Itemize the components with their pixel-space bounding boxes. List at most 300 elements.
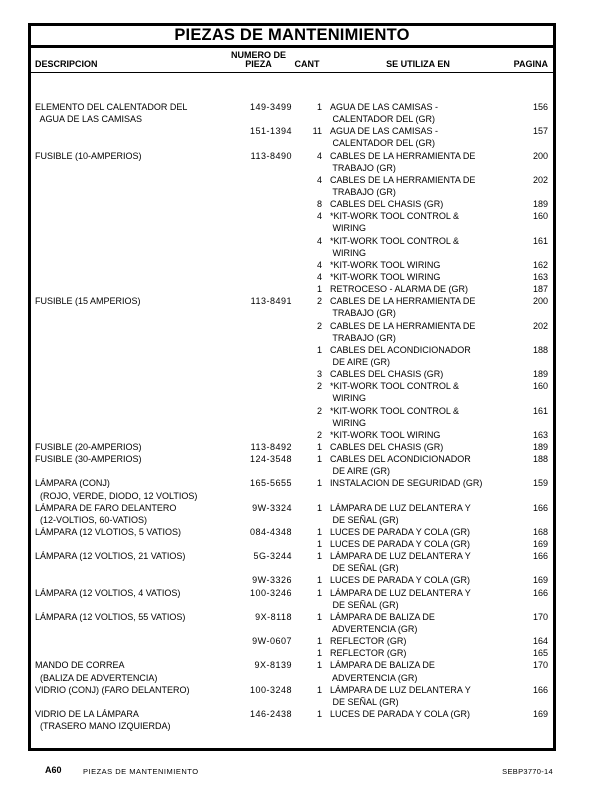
cell-cant: 1 bbox=[316, 526, 322, 537]
cell-cant bbox=[292, 392, 322, 404]
cell-numero-de-pieza bbox=[225, 235, 292, 247]
cell-se-utiliza-en: LUCES DE PARADA Y COLA (GR) bbox=[330, 526, 471, 537]
table-header bbox=[31, 48, 553, 73]
table-row bbox=[31, 392, 553, 404]
cell-descripcion: (BALIZA DE ADVERTENCIA) bbox=[35, 672, 158, 683]
cell-se-utiliza-en: *KIT-WORK TOOL CONTROL & bbox=[330, 211, 460, 222]
cell-se-utiliza-en bbox=[330, 720, 506, 732]
cell-pagina: 170 bbox=[532, 611, 548, 622]
table-row bbox=[31, 125, 553, 137]
cell-descripcion: ELEMENTO DEL CALENTADOR DEL bbox=[35, 102, 188, 112]
cell-numero-de-pieza bbox=[225, 405, 292, 417]
cell-pagina bbox=[506, 356, 548, 368]
cell-descripcion bbox=[31, 647, 225, 659]
cell-pagina: 162 bbox=[532, 259, 548, 270]
cell-se-utiliza-en: REFLECTOR (GR) bbox=[330, 636, 407, 647]
cell-numero-de-pieza bbox=[225, 332, 292, 344]
table-row bbox=[31, 550, 553, 562]
cell-cant bbox=[292, 247, 322, 259]
cell-se-utiliza-en: WIRING bbox=[330, 417, 366, 428]
footer-doc-title: PIEZAS DE MANTENIMIENTO bbox=[83, 766, 199, 776]
table-row bbox=[31, 441, 553, 453]
cell-se-utiliza-en: TRABAJO (GR) bbox=[330, 186, 396, 197]
cell-descripcion bbox=[31, 344, 225, 356]
cell-descripcion: (12-VOLTIOS, 60-VATIOS) bbox=[35, 514, 148, 525]
table-row bbox=[31, 332, 553, 344]
cell-numero-de-pieza bbox=[225, 538, 292, 550]
cell-cant bbox=[292, 696, 322, 708]
cell-numero-de-pieza bbox=[225, 307, 292, 319]
cell-se-utiliza-en: CABLES DEL ACONDICIONADOR bbox=[330, 454, 471, 465]
cell-pagina: 188 bbox=[532, 344, 548, 355]
cell-cant: 1 bbox=[316, 611, 322, 622]
cell-pagina bbox=[506, 417, 548, 429]
cell-se-utiliza-en: AGUA DE LAS CAMISAS - bbox=[330, 102, 439, 112]
cell-numero-de-pieza: 084-4348 bbox=[249, 526, 292, 537]
cell-pagina bbox=[506, 514, 548, 526]
cell-cant bbox=[292, 222, 322, 234]
cell-cant: 4 bbox=[316, 271, 322, 282]
cell-descripcion bbox=[31, 623, 225, 635]
cell-numero-de-pieza: 113-8490 bbox=[250, 150, 292, 161]
cell-cant: 4 bbox=[316, 150, 322, 161]
cell-cant: 1 bbox=[316, 454, 322, 465]
cell-numero-de-pieza bbox=[225, 113, 292, 125]
table-row bbox=[31, 101, 553, 113]
cell-numero-de-pieza bbox=[225, 186, 292, 198]
cell-descripcion bbox=[31, 186, 225, 198]
cell-pagina bbox=[506, 186, 548, 198]
cell-descripcion: VIDRIO DE LA LÁMPARA bbox=[35, 709, 139, 720]
cell-pagina: 202 bbox=[532, 320, 548, 331]
cell-cant bbox=[292, 514, 322, 526]
cell-cant: 2 bbox=[316, 320, 322, 331]
cell-pagina bbox=[506, 307, 548, 319]
table-row bbox=[31, 235, 553, 247]
cell-descripcion bbox=[31, 210, 225, 222]
cell-pagina bbox=[506, 162, 548, 174]
page-title: PIEZAS DE MANTENIMIENTO bbox=[174, 26, 410, 44]
footer-doc-number: SEBP3770-14 bbox=[502, 766, 553, 776]
cell-se-utiliza-en: TRABAJO (GR) bbox=[330, 162, 396, 173]
cell-pagina bbox=[506, 562, 548, 574]
cell-pagina: 156 bbox=[532, 102, 548, 112]
cell-se-utiliza-en: *KIT-WORK TOOL CONTROL & bbox=[330, 381, 460, 392]
cell-cant: 1 bbox=[316, 551, 322, 562]
cell-cant bbox=[292, 137, 322, 149]
cell-numero-de-pieza: 165-5655 bbox=[249, 478, 292, 489]
table-row bbox=[31, 137, 553, 149]
table-body bbox=[31, 73, 553, 732]
cell-se-utiliza-en: *KIT-WORK TOOL CONTROL & bbox=[330, 235, 460, 246]
table-row bbox=[31, 307, 553, 319]
cell-descripcion: LÁMPARA (12 VOLTIOS, 21 VATIOS) bbox=[35, 551, 186, 562]
cell-cant bbox=[292, 490, 322, 502]
cell-pagina: 166 bbox=[532, 684, 548, 695]
table-row bbox=[31, 429, 553, 441]
table-row bbox=[31, 684, 553, 696]
cell-pagina: 160 bbox=[532, 211, 548, 222]
cell-cant: 1 bbox=[316, 648, 322, 659]
cell-descripcion: LÁMPARA (CONJ) bbox=[35, 478, 110, 489]
cell-pagina: 200 bbox=[532, 150, 548, 161]
cell-descripcion bbox=[31, 137, 225, 149]
cell-cant: 1 bbox=[316, 441, 322, 452]
cell-se-utiliza-en: RETROCESO - ALARMA DE (GR) bbox=[330, 284, 469, 295]
cell-descripcion bbox=[31, 222, 225, 234]
cell-se-utiliza-en: AGUA DE LAS CAMISAS - bbox=[330, 126, 439, 137]
title-band bbox=[31, 26, 553, 48]
cell-se-utiliza-en: CALENTADOR DEL (GR) bbox=[330, 114, 436, 125]
cell-se-utiliza-en: LÁMPARA DE LUZ DELANTERA Y bbox=[330, 587, 471, 598]
cell-se-utiliza-en: LUCES DE PARADA Y COLA (GR) bbox=[330, 575, 471, 586]
footer-page-code: A60 bbox=[45, 765, 62, 775]
cell-cant bbox=[292, 720, 322, 732]
column-header-numero-de: NUMERO DE bbox=[230, 50, 286, 60]
table-row bbox=[31, 453, 553, 465]
cell-numero-de-pieza bbox=[225, 368, 292, 380]
cell-se-utiliza-en: CABLES DEL ACONDICIONADOR bbox=[330, 344, 471, 355]
cell-cant bbox=[292, 562, 322, 574]
cell-se-utiliza-en: INSTALACION DE SEGURIDAD (GR) bbox=[330, 478, 483, 489]
cell-cant: 2 bbox=[316, 381, 322, 392]
cell-descripcion bbox=[31, 271, 225, 283]
cell-se-utiliza-en: *KIT-WORK TOOL WIRING bbox=[330, 259, 441, 270]
cell-numero-de-pieza: 5G-3244 bbox=[253, 551, 292, 562]
cell-pagina: 161 bbox=[532, 235, 548, 246]
cell-se-utiliza-en: REFLECTOR (GR) bbox=[330, 648, 407, 659]
cell-numero-de-pieza bbox=[225, 174, 292, 186]
cell-cant: 1 bbox=[316, 284, 322, 295]
cell-numero-de-pieza bbox=[225, 344, 292, 356]
cell-pagina: 169 bbox=[532, 575, 548, 586]
cell-descripcion bbox=[31, 125, 225, 137]
table-row bbox=[31, 283, 553, 295]
cell-numero-de-pieza bbox=[225, 356, 292, 368]
cell-se-utiliza-en: DE SEÑAL (GR) bbox=[330, 696, 399, 707]
cell-pagina bbox=[506, 392, 548, 404]
cell-cant: 1 bbox=[316, 684, 322, 695]
cell-numero-de-pieza bbox=[225, 623, 292, 635]
table-row bbox=[31, 417, 553, 429]
cell-numero-de-pieza: 9X-8118 bbox=[255, 611, 292, 622]
cell-numero-de-pieza bbox=[225, 429, 292, 441]
cell-numero-de-pieza bbox=[225, 720, 292, 732]
cell-se-utiliza-en: CABLES DE LA HERRAMIENTA DE bbox=[330, 174, 476, 185]
table-row bbox=[31, 708, 553, 720]
cell-numero-de-pieza bbox=[225, 259, 292, 271]
cell-se-utiliza-en bbox=[330, 490, 506, 502]
table-row bbox=[31, 477, 553, 489]
cell-cant: 8 bbox=[316, 199, 322, 210]
cell-numero-de-pieza: 9W-3324 bbox=[252, 502, 292, 513]
cell-cant: 1 bbox=[316, 539, 322, 550]
cell-cant bbox=[292, 113, 322, 125]
cell-se-utiliza-en: *KIT-WORK TOOL WIRING bbox=[330, 271, 441, 282]
cell-se-utiliza-en: ADVERTENCIA (GR) bbox=[330, 672, 418, 683]
cell-pagina: 163 bbox=[532, 429, 548, 440]
cell-descripcion: LÁMPARA DE FARO DELANTERO bbox=[35, 502, 177, 513]
table-row bbox=[31, 368, 553, 380]
table-row bbox=[31, 162, 553, 174]
cell-descripcion bbox=[31, 405, 225, 417]
cell-se-utiliza-en: LÁMPARA DE LUZ DELANTERA Y bbox=[330, 551, 471, 562]
column-header-cant: CANT bbox=[294, 59, 320, 69]
cell-descripcion bbox=[31, 307, 225, 319]
cell-numero-de-pieza: 9W-0607 bbox=[252, 636, 292, 647]
cell-numero-de-pieza bbox=[225, 672, 292, 684]
cell-cant bbox=[292, 623, 322, 635]
cell-se-utiliza-en: LUCES DE PARADA Y COLA (GR) bbox=[330, 709, 471, 720]
cell-se-utiliza-en: ADVERTENCIA (GR) bbox=[330, 624, 418, 635]
cell-pagina: 166 bbox=[532, 551, 548, 562]
table-row bbox=[31, 247, 553, 259]
table-row bbox=[31, 574, 553, 586]
cell-pagina: 159 bbox=[532, 478, 548, 489]
table-row bbox=[31, 623, 553, 635]
cell-cant: 2 bbox=[316, 296, 322, 307]
column-header-se-utiliza-en: SE UTILIZA EN bbox=[386, 59, 450, 69]
cell-pagina bbox=[506, 599, 548, 611]
cell-cant: 1 bbox=[316, 660, 322, 671]
cell-cant: 11 bbox=[312, 126, 322, 137]
cell-se-utiliza-en: CABLES DE LA HERRAMIENTA DE bbox=[330, 296, 476, 307]
cell-se-utiliza-en: LUCES DE PARADA Y COLA (GR) bbox=[330, 539, 471, 550]
cell-cant bbox=[292, 186, 322, 198]
cell-pagina: 160 bbox=[532, 381, 548, 392]
cell-descripcion: FUSIBLE (30-AMPERIOS) bbox=[35, 454, 142, 465]
cell-descripcion bbox=[31, 259, 225, 271]
cell-pagina bbox=[506, 247, 548, 259]
cell-cant bbox=[292, 672, 322, 684]
table-row bbox=[31, 672, 553, 684]
cell-cant bbox=[292, 417, 322, 429]
cell-pagina bbox=[506, 465, 548, 477]
cell-se-utiliza-en: LÁMPARA DE BALIZA DE bbox=[330, 611, 435, 622]
cell-numero-de-pieza bbox=[225, 162, 292, 174]
cell-pagina: 187 bbox=[532, 284, 548, 295]
table-row bbox=[31, 647, 553, 659]
cell-cant bbox=[292, 599, 322, 611]
cell-numero-de-pieza bbox=[225, 283, 292, 295]
table-row bbox=[31, 526, 553, 538]
cell-descripcion bbox=[31, 417, 225, 429]
cell-pagina bbox=[506, 332, 548, 344]
cell-pagina bbox=[506, 490, 548, 502]
cell-descripcion bbox=[31, 465, 225, 477]
table-row bbox=[31, 696, 553, 708]
cell-descripcion: (ROJO, VERDE, DIODO, 12 VOLTIOS) bbox=[35, 490, 198, 501]
table-row bbox=[31, 635, 553, 647]
cell-pagina: 169 bbox=[532, 539, 548, 550]
cell-descripcion bbox=[31, 429, 225, 441]
table-row bbox=[31, 356, 553, 368]
cell-pagina: 168 bbox=[532, 526, 548, 537]
cell-numero-de-pieza bbox=[225, 380, 292, 392]
cell-numero-de-pieza bbox=[225, 271, 292, 283]
cell-se-utiliza-en: TRABAJO (GR) bbox=[330, 308, 396, 319]
cell-numero-de-pieza: 151-1394 bbox=[249, 126, 292, 137]
cell-cant: 1 bbox=[316, 636, 322, 647]
cell-numero-de-pieza bbox=[225, 247, 292, 259]
cell-numero-de-pieza: 149-3499 bbox=[249, 102, 292, 112]
cell-se-utiliza-en: CABLES DE LA HERRAMIENTA DE bbox=[330, 150, 476, 161]
parts-table-frame bbox=[28, 23, 556, 751]
table-row bbox=[31, 259, 553, 271]
cell-cant: 1 bbox=[316, 709, 322, 720]
cell-numero-de-pieza bbox=[225, 137, 292, 149]
cell-numero-de-pieza: 9X-8139 bbox=[254, 660, 292, 671]
cell-pagina: 165 bbox=[532, 648, 548, 659]
cell-descripcion: FUSIBLE (15 AMPERIOS) bbox=[35, 296, 141, 307]
cell-descripcion bbox=[31, 562, 225, 574]
cell-se-utiliza-en: DE SEÑAL (GR) bbox=[330, 599, 399, 610]
cell-cant: 1 bbox=[316, 575, 322, 586]
table-row bbox=[31, 720, 553, 732]
cell-se-utiliza-en: *KIT-WORK TOOL WIRING bbox=[330, 429, 441, 440]
table-row bbox=[31, 174, 553, 186]
cell-cant bbox=[292, 332, 322, 344]
cell-se-utiliza-en: LÁMPARA DE LUZ DELANTERA Y bbox=[330, 684, 471, 695]
cell-cant: 4 bbox=[316, 174, 322, 185]
cell-pagina: 170 bbox=[532, 660, 548, 671]
cell-descripcion bbox=[31, 635, 225, 647]
table-row bbox=[31, 271, 553, 283]
cell-pagina bbox=[506, 672, 548, 684]
cell-se-utiliza-en: DE SEÑAL (GR) bbox=[330, 514, 399, 525]
cell-cant: 4 bbox=[316, 235, 322, 246]
cell-pagina: 157 bbox=[532, 126, 548, 137]
cell-cant bbox=[292, 307, 322, 319]
table-row bbox=[31, 659, 553, 671]
cell-numero-de-pieza bbox=[225, 696, 292, 708]
cell-pagina: 189 bbox=[532, 199, 548, 210]
cell-descripcion: (TRASERO MANO IZQUIERDA) bbox=[35, 721, 171, 732]
cell-numero-de-pieza bbox=[225, 210, 292, 222]
cell-se-utiliza-en: CABLES DE LA HERRAMIENTA DE bbox=[330, 320, 476, 331]
cell-cant bbox=[292, 465, 322, 477]
cell-se-utiliza-en: WIRING bbox=[330, 247, 366, 258]
table-row bbox=[31, 611, 553, 623]
cell-pagina: 161 bbox=[532, 405, 548, 416]
cell-descripcion bbox=[31, 247, 225, 259]
column-header-pieza: PIEZA bbox=[245, 59, 272, 69]
table-row bbox=[31, 599, 553, 611]
column-header-pagina: PAGINA bbox=[513, 59, 548, 69]
table-row bbox=[31, 380, 553, 392]
cell-numero-de-pieza: 113-8492 bbox=[250, 441, 292, 452]
cell-descripcion: AGUA DE LAS CAMISAS bbox=[35, 114, 143, 125]
table-row bbox=[31, 210, 553, 222]
cell-numero-de-pieza: 113-8491 bbox=[250, 296, 292, 307]
cell-pagina: 166 bbox=[532, 587, 548, 598]
cell-descripcion bbox=[31, 174, 225, 186]
cell-se-utiliza-en: CABLES DEL CHASIS (GR) bbox=[330, 441, 444, 452]
cell-descripcion bbox=[31, 368, 225, 380]
table-row bbox=[31, 562, 553, 574]
cell-descripcion: FUSIBLE (20-AMPERIOS) bbox=[35, 441, 142, 452]
cell-numero-de-pieza bbox=[225, 417, 292, 429]
cell-numero-de-pieza: 146-2438 bbox=[249, 709, 292, 720]
cell-pagina bbox=[506, 222, 548, 234]
cell-se-utiliza-en: *KIT-WORK TOOL CONTROL & bbox=[330, 405, 460, 416]
cell-se-utiliza-en: CABLES DEL CHASIS (GR) bbox=[330, 369, 444, 380]
cell-descripcion bbox=[31, 380, 225, 392]
table-row bbox=[31, 514, 553, 526]
cell-descripcion bbox=[31, 162, 225, 174]
cell-pagina bbox=[506, 113, 548, 125]
cell-cant: 1 bbox=[316, 587, 322, 598]
cell-cant: 1 bbox=[316, 478, 322, 489]
cell-descripcion: VIDRIO (CONJ) (FARO DELANTERO) bbox=[35, 684, 190, 695]
cell-descripcion bbox=[31, 320, 225, 332]
cell-numero-de-pieza bbox=[225, 198, 292, 210]
cell-pagina: 164 bbox=[532, 636, 548, 647]
cell-cant: 4 bbox=[316, 259, 322, 270]
table-row bbox=[31, 587, 553, 599]
table-row bbox=[31, 113, 553, 125]
cell-numero-de-pieza: 124-3548 bbox=[249, 454, 292, 465]
table-row bbox=[31, 465, 553, 477]
cell-cant: 1 bbox=[316, 102, 322, 112]
cell-numero-de-pieza bbox=[225, 514, 292, 526]
cell-descripcion: LÁMPARA (12 VOLTIOS, 4 VATIOS) bbox=[35, 587, 181, 598]
cell-numero-de-pieza bbox=[225, 392, 292, 404]
cell-numero-de-pieza bbox=[225, 490, 292, 502]
cell-pagina: 188 bbox=[532, 454, 548, 465]
cell-numero-de-pieza bbox=[225, 465, 292, 477]
cell-se-utiliza-en: WIRING bbox=[330, 223, 366, 234]
cell-cant: 1 bbox=[316, 344, 322, 355]
table-row bbox=[31, 222, 553, 234]
cell-se-utiliza-en: LÁMPARA DE BALIZA DE bbox=[330, 660, 435, 671]
cell-descripcion bbox=[31, 283, 225, 295]
table-row bbox=[31, 295, 553, 307]
cell-se-utiliza-en: WIRING bbox=[330, 393, 366, 404]
cell-se-utiliza-en: DE AIRE (GR) bbox=[330, 466, 391, 477]
cell-se-utiliza-en: DE AIRE (GR) bbox=[330, 356, 391, 367]
cell-descripcion bbox=[31, 696, 225, 708]
cell-pagina: 166 bbox=[532, 502, 548, 513]
table-row bbox=[31, 502, 553, 514]
cell-pagina: 189 bbox=[532, 441, 548, 452]
cell-pagina: 169 bbox=[532, 709, 548, 720]
cell-cant bbox=[292, 356, 322, 368]
cell-descripcion: LÁMPARA (12 VLOTIOS, 5 VATIOS) bbox=[35, 526, 182, 537]
cell-pagina: 202 bbox=[532, 174, 548, 185]
cell-numero-de-pieza bbox=[225, 647, 292, 659]
column-header-row bbox=[31, 59, 553, 69]
cell-se-utiliza-en: DE SEÑAL (GR) bbox=[330, 563, 399, 574]
cell-cant: 2 bbox=[316, 429, 322, 440]
cell-numero-de-pieza bbox=[225, 562, 292, 574]
cell-numero-de-pieza bbox=[225, 599, 292, 611]
cell-pagina: 163 bbox=[532, 271, 548, 282]
table-row bbox=[31, 405, 553, 417]
cell-descripcion: FUSIBLE (10-AMPERIOS) bbox=[35, 150, 142, 161]
cell-numero-de-pieza: 9W-3326 bbox=[252, 575, 292, 586]
cell-descripcion bbox=[31, 235, 225, 247]
table-row bbox=[31, 538, 553, 550]
cell-pagina bbox=[506, 696, 548, 708]
cell-se-utiliza-en: LÁMPARA DE LUZ DELANTERA Y bbox=[330, 502, 471, 513]
cell-descripcion bbox=[31, 332, 225, 344]
cell-descripcion: MANDO DE CORREA bbox=[35, 660, 125, 671]
cell-numero-de-pieza: 100-3248 bbox=[249, 684, 292, 695]
cell-descripcion bbox=[31, 574, 225, 586]
cell-pagina bbox=[506, 720, 548, 732]
cell-numero-de-pieza bbox=[225, 320, 292, 332]
